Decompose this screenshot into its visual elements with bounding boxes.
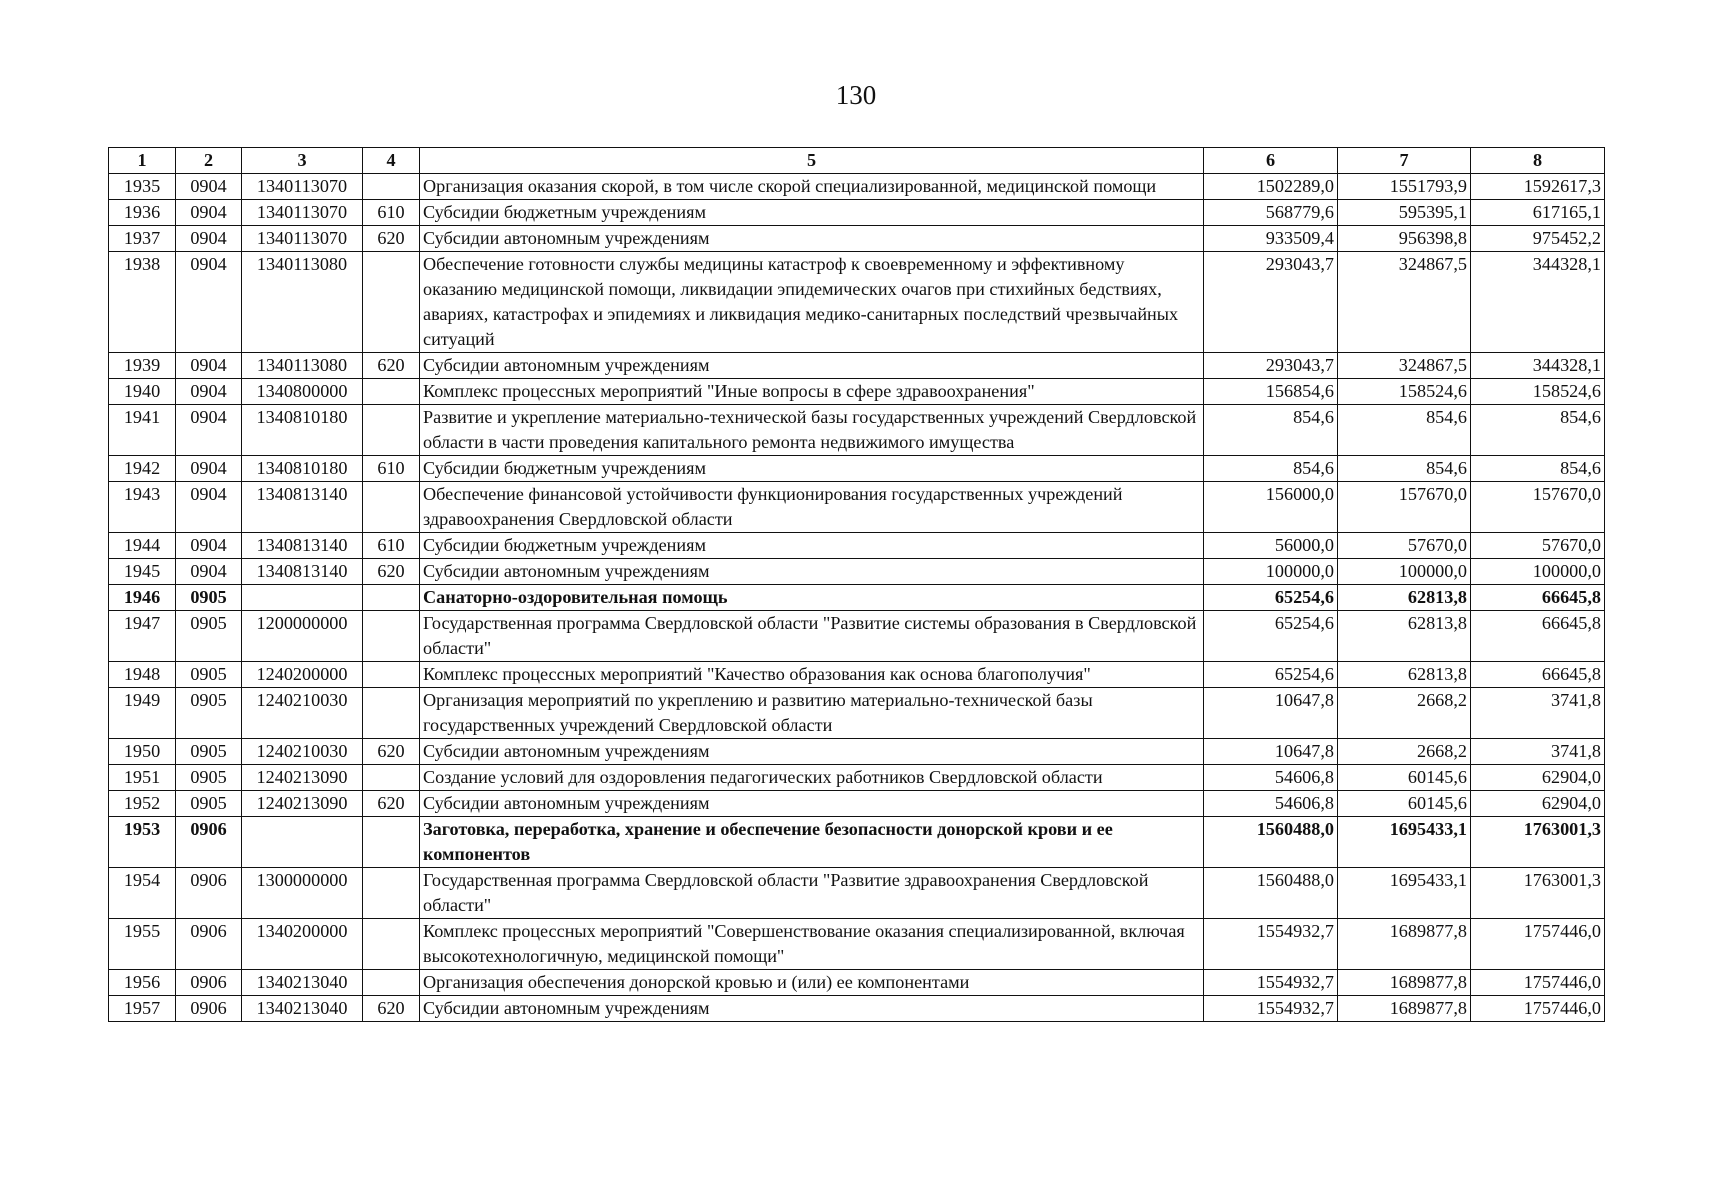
amount-col-8: 66645,8: [1471, 611, 1605, 662]
amount-col-8: 1763001,3: [1471, 817, 1605, 868]
table-row: [109, 226, 1605, 252]
expense-type-code: [363, 868, 420, 919]
expense-type-code: [363, 817, 420, 868]
table-row: [109, 996, 1605, 1022]
item-name: Комплекс процессных мероприятий "Иные вопросы в сфере здравоохранения": [420, 379, 1204, 405]
amount-col-6: 1502289,0: [1204, 174, 1338, 200]
expense-type-code: [363, 379, 420, 405]
column-header: 8: [1471, 148, 1605, 174]
amount-col-6: 65254,6: [1204, 662, 1338, 688]
item-name: Субсидии автономным учреждениям: [420, 226, 1204, 252]
amount-col-8: 158524,6: [1471, 379, 1605, 405]
amount-col-8: 344328,1: [1471, 353, 1605, 379]
amount-col-7: 956398,8: [1338, 226, 1471, 252]
amount-col-6: 1560488,0: [1204, 817, 1338, 868]
amount-col-8: 3741,8: [1471, 688, 1605, 739]
amount-col-8: 1757446,0: [1471, 970, 1605, 996]
section-code: 0905: [176, 611, 242, 662]
amount-col-8: 975452,2: [1471, 226, 1605, 252]
target-code: 1340113070: [242, 174, 363, 200]
target-code: 1340810180: [242, 405, 363, 456]
row-number: 1945: [109, 559, 176, 585]
budget-table: [108, 147, 1605, 1022]
amount-col-8: 66645,8: [1471, 585, 1605, 611]
item-name: Субсидии автономным учреждениям: [420, 791, 1204, 817]
item-name: Создание условий для оздоровления педагогических работников Свердловской области: [420, 765, 1204, 791]
column-header: 1: [109, 148, 176, 174]
target-code: [242, 817, 363, 868]
row-number: 1947: [109, 611, 176, 662]
section-code: 0904: [176, 482, 242, 533]
amount-col-6: 10647,8: [1204, 688, 1338, 739]
amount-col-7: 62813,8: [1338, 662, 1471, 688]
target-code: 1240213090: [242, 791, 363, 817]
amount-col-8: 66645,8: [1471, 662, 1605, 688]
amount-col-7: 854,6: [1338, 456, 1471, 482]
expense-type-code: [363, 405, 420, 456]
item-name: Обеспечение готовности службы медицины катастроф к своевременному и эффективному оказанию медицинской помощи, ликвидации эпидемических очагов при стихийных бедствиях, авариях, катастрофах и эпидемиях и ликвидация медико-санитарных последствий чрезвычайных ситуаций: [420, 252, 1204, 353]
target-code: 1240200000: [242, 662, 363, 688]
amount-col-8: 1757446,0: [1471, 919, 1605, 970]
item-name: Обеспечение финансовой устойчивости функционирования государственных учреждений здравоохранения Свердловской области: [420, 482, 1204, 533]
section-code: 0906: [176, 996, 242, 1022]
row-number: 1943: [109, 482, 176, 533]
item-name: Организация обеспечения донорской кровью и (или) ее компонентами: [420, 970, 1204, 996]
target-code: 1340113080: [242, 252, 363, 353]
row-number: 1952: [109, 791, 176, 817]
amount-col-7: 157670,0: [1338, 482, 1471, 533]
expense-type-code: 620: [363, 226, 420, 252]
column-header: 3: [242, 148, 363, 174]
table-row: [109, 200, 1605, 226]
amount-col-7: 1689877,8: [1338, 970, 1471, 996]
target-code: 1340813140: [242, 533, 363, 559]
table-row: [109, 482, 1605, 533]
item-name: Заготовка, переработка, хранение и обеспечение безопасности донорской крови и ее компонентов: [420, 817, 1204, 868]
amount-col-7: 324867,5: [1338, 353, 1471, 379]
amount-col-6: 100000,0: [1204, 559, 1338, 585]
amount-col-6: 1554932,7: [1204, 919, 1338, 970]
section-code: 0904: [176, 379, 242, 405]
table-row: [109, 456, 1605, 482]
amount-col-8: 854,6: [1471, 405, 1605, 456]
section-code: 0905: [176, 585, 242, 611]
target-code: 1340113070: [242, 226, 363, 252]
column-header: 2: [176, 148, 242, 174]
table-row: [109, 765, 1605, 791]
table-row: [109, 611, 1605, 662]
section-code: 0906: [176, 817, 242, 868]
item-name: Комплекс процессных мероприятий "Совершенствование оказания специализированной, включая высокотехнологичную, медицинской помощи": [420, 919, 1204, 970]
amount-col-7: 324867,5: [1338, 252, 1471, 353]
target-code: [242, 585, 363, 611]
amount-col-8: 62904,0: [1471, 791, 1605, 817]
row-number: 1956: [109, 970, 176, 996]
amount-col-6: 156000,0: [1204, 482, 1338, 533]
column-header: 6: [1204, 148, 1338, 174]
amount-col-6: 156854,6: [1204, 379, 1338, 405]
item-name: Санаторно-оздоровительная помощь: [420, 585, 1204, 611]
target-code: 1200000000: [242, 611, 363, 662]
amount-col-8: 854,6: [1471, 456, 1605, 482]
amount-col-6: 10647,8: [1204, 739, 1338, 765]
expense-type-code: [363, 482, 420, 533]
table-row: [109, 919, 1605, 970]
item-name: Субсидии автономным учреждениям: [420, 559, 1204, 585]
amount-col-6: 293043,7: [1204, 353, 1338, 379]
amount-col-8: 617165,1: [1471, 200, 1605, 226]
expense-type-code: 620: [363, 559, 420, 585]
amount-col-6: 56000,0: [1204, 533, 1338, 559]
expense-type-code: [363, 688, 420, 739]
row-number: 1939: [109, 353, 176, 379]
table-row: [109, 405, 1605, 456]
table-row: [109, 533, 1605, 559]
target-code: 1340200000: [242, 919, 363, 970]
amount-col-6: 568779,6: [1204, 200, 1338, 226]
section-code: 0904: [176, 200, 242, 226]
expense-type-code: 620: [363, 791, 420, 817]
amount-col-7: 1695433,1: [1338, 868, 1471, 919]
item-name: Субсидии автономным учреждениям: [420, 353, 1204, 379]
expense-type-code: 620: [363, 739, 420, 765]
expense-type-code: 610: [363, 533, 420, 559]
row-number: 1940: [109, 379, 176, 405]
row-number: 1937: [109, 226, 176, 252]
expense-type-code: [363, 765, 420, 791]
expense-type-code: 610: [363, 456, 420, 482]
amount-col-7: 100000,0: [1338, 559, 1471, 585]
target-code: 1340213040: [242, 970, 363, 996]
section-code: 0904: [176, 456, 242, 482]
amount-col-7: 60145,6: [1338, 765, 1471, 791]
row-number: 1953: [109, 817, 176, 868]
section-code: 0906: [176, 919, 242, 970]
target-code: 1240213090: [242, 765, 363, 791]
table-row: [109, 791, 1605, 817]
target-code: 1300000000: [242, 868, 363, 919]
target-code: 1340813140: [242, 482, 363, 533]
amount-col-7: 2668,2: [1338, 688, 1471, 739]
expense-type-code: 620: [363, 996, 420, 1022]
column-header: 5: [420, 148, 1204, 174]
amount-col-7: 57670,0: [1338, 533, 1471, 559]
expense-type-code: [363, 662, 420, 688]
column-header: 7: [1338, 148, 1471, 174]
item-name: Организация мероприятий по укреплению и развитию материально-технической базы государственных учреждений Свердловской области: [420, 688, 1204, 739]
amount-col-7: 595395,1: [1338, 200, 1471, 226]
target-code: 1240210030: [242, 688, 363, 739]
amount-col-7: 158524,6: [1338, 379, 1471, 405]
item-name: Развитие и укрепление материально-технической базы государственных учреждений Свердловской области в части проведения капитального ремонта недвижимого имущества: [420, 405, 1204, 456]
expense-type-code: [363, 174, 420, 200]
table-row: [109, 868, 1605, 919]
item-name: Субсидии бюджетным учреждениям: [420, 456, 1204, 482]
amount-col-7: 62813,8: [1338, 585, 1471, 611]
section-code: 0906: [176, 868, 242, 919]
target-code: 1340113070: [242, 200, 363, 226]
amount-col-7: 854,6: [1338, 405, 1471, 456]
section-code: 0904: [176, 533, 242, 559]
amount-col-6: 854,6: [1204, 405, 1338, 456]
section-code: 0906: [176, 970, 242, 996]
section-code: 0905: [176, 688, 242, 739]
item-name: Субсидии автономным учреждениям: [420, 739, 1204, 765]
amount-col-7: 1695433,1: [1338, 817, 1471, 868]
expense-type-code: [363, 919, 420, 970]
table-row: [109, 559, 1605, 585]
amount-col-7: 62813,8: [1338, 611, 1471, 662]
table-row: [109, 970, 1605, 996]
column-header: 4: [363, 148, 420, 174]
section-code: 0904: [176, 353, 242, 379]
target-code: 1340113080: [242, 353, 363, 379]
target-code: 1340800000: [242, 379, 363, 405]
row-number: 1948: [109, 662, 176, 688]
amount-col-8: 344328,1: [1471, 252, 1605, 353]
amount-col-8: 1592617,3: [1471, 174, 1605, 200]
table-row: [109, 252, 1605, 353]
item-name: Государственная программа Свердловской области "Развитие здравоохранения Свердловской области": [420, 868, 1204, 919]
row-number: 1936: [109, 200, 176, 226]
table-row: [109, 739, 1605, 765]
section-code: 0905: [176, 739, 242, 765]
table-row: [109, 174, 1605, 200]
amount-col-6: 1560488,0: [1204, 868, 1338, 919]
target-code: 1340813140: [242, 559, 363, 585]
row-number: 1946: [109, 585, 176, 611]
amount-col-7: 60145,6: [1338, 791, 1471, 817]
amount-col-7: 2668,2: [1338, 739, 1471, 765]
amount-col-8: 1757446,0: [1471, 996, 1605, 1022]
section-code: 0904: [176, 226, 242, 252]
item-name: Субсидии бюджетным учреждениям: [420, 533, 1204, 559]
amount-col-6: 933509,4: [1204, 226, 1338, 252]
amount-col-8: 3741,8: [1471, 739, 1605, 765]
amount-col-6: 54606,8: [1204, 765, 1338, 791]
table-row: [109, 817, 1605, 868]
expense-type-code: 610: [363, 200, 420, 226]
item-name: Субсидии автономным учреждениям: [420, 996, 1204, 1022]
amount-col-6: 1554932,7: [1204, 970, 1338, 996]
section-code: 0904: [176, 252, 242, 353]
section-code: 0904: [176, 405, 242, 456]
amount-col-8: 157670,0: [1471, 482, 1605, 533]
table-row: [109, 379, 1605, 405]
amount-col-8: 57670,0: [1471, 533, 1605, 559]
row-number: 1954: [109, 868, 176, 919]
section-code: 0905: [176, 662, 242, 688]
target-code: 1240210030: [242, 739, 363, 765]
row-number: 1950: [109, 739, 176, 765]
amount-col-7: 1551793,9: [1338, 174, 1471, 200]
amount-col-6: 65254,6: [1204, 585, 1338, 611]
amount-col-7: 1689877,8: [1338, 919, 1471, 970]
table-row: [109, 688, 1605, 739]
section-code: 0905: [176, 765, 242, 791]
item-name: Комплекс процессных мероприятий "Качество образования как основа благополучия": [420, 662, 1204, 688]
row-number: 1938: [109, 252, 176, 353]
target-code: 1340213040: [242, 996, 363, 1022]
section-code: 0905: [176, 791, 242, 817]
amount-col-8: 100000,0: [1471, 559, 1605, 585]
row-number: 1941: [109, 405, 176, 456]
table-row: [109, 585, 1605, 611]
amount-col-8: 1763001,3: [1471, 868, 1605, 919]
target-code: 1340810180: [242, 456, 363, 482]
amount-col-6: 854,6: [1204, 456, 1338, 482]
expense-type-code: 620: [363, 353, 420, 379]
amount-col-6: 65254,6: [1204, 611, 1338, 662]
table-row: [109, 353, 1605, 379]
expense-type-code: [363, 611, 420, 662]
amount-col-6: 1554932,7: [1204, 996, 1338, 1022]
item-name: Государственная программа Свердловской области "Развитие системы образования в Свердловской области": [420, 611, 1204, 662]
section-code: 0904: [176, 559, 242, 585]
expense-type-code: [363, 585, 420, 611]
section-code: 0904: [176, 174, 242, 200]
item-name: Субсидии бюджетным учреждениям: [420, 200, 1204, 226]
table-row: [109, 662, 1605, 688]
row-number: 1955: [109, 919, 176, 970]
table-body: [109, 174, 1605, 1022]
row-number: 1935: [109, 174, 176, 200]
amount-col-6: 293043,7: [1204, 252, 1338, 353]
amount-col-8: 62904,0: [1471, 765, 1605, 791]
row-number: 1949: [109, 688, 176, 739]
expense-type-code: [363, 970, 420, 996]
expense-type-code: [363, 252, 420, 353]
amount-col-7: 1689877,8: [1338, 996, 1471, 1022]
item-name: Организация оказания скорой, в том числе скорой специализированной, медицинской помощи: [420, 174, 1204, 200]
page-number: 130: [835, 80, 877, 110]
header-row: [109, 148, 1605, 174]
row-number: 1957: [109, 996, 176, 1022]
amount-col-6: 54606,8: [1204, 791, 1338, 817]
row-number: 1944: [109, 533, 176, 559]
row-number: 1942: [109, 456, 176, 482]
row-number: 1951: [109, 765, 176, 791]
